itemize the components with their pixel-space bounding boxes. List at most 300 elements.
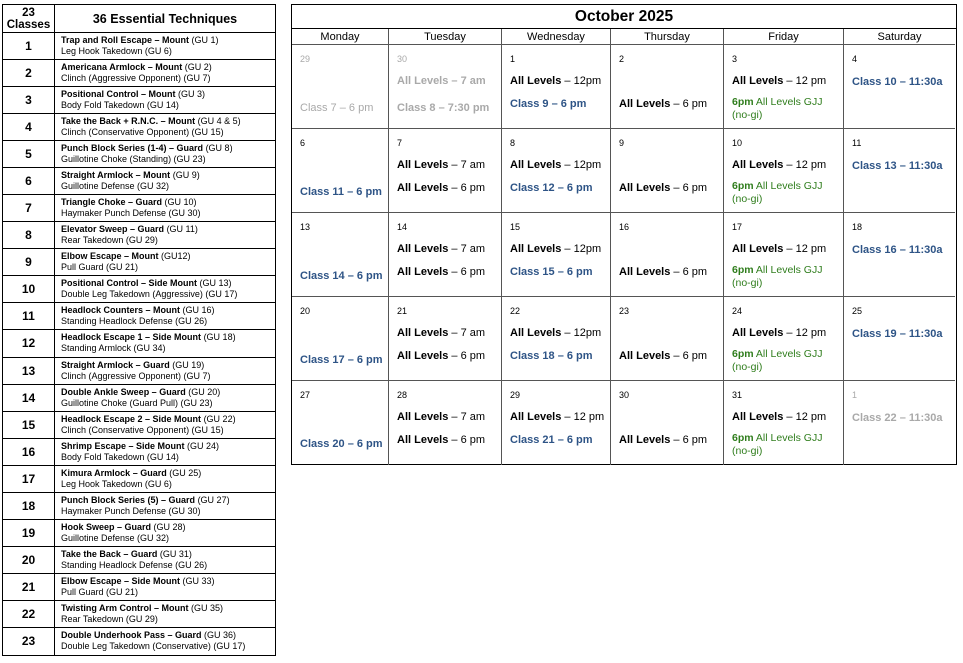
day-of-week-header: Thursday [611,29,724,45]
all-levels-event [510,411,604,423]
event-time: – 6 pm [448,182,486,194]
day-number: 11 [852,138,862,148]
calendar-day-cell [844,213,955,297]
event-time: – 12 pm [783,75,827,87]
calendar-day-cell [611,45,724,129]
class-event: Class 11 – 6 pm [300,186,382,198]
event-time: – 7 am [448,327,486,339]
technique-row [55,574,275,601]
technique-row [55,330,275,357]
day-number: 10 [732,138,743,148]
technique-number: 3 [3,87,55,114]
event-title: All Levels GJJ [753,96,823,108]
event-title: All Levels GJJ [753,264,823,276]
technique-number: 14 [3,385,55,412]
technique-number: 8 [3,222,55,249]
calendar-day-cell [502,129,611,213]
technique-gu-code: (GU 24) [187,440,220,451]
all-levels-event [510,75,601,87]
technique-gu-code: (GU 27) [197,494,230,505]
technique-sub-line: Haymaker Punch Defense (GU 30) [61,505,201,516]
technique-row [55,33,275,60]
class-event: Class 7 – 6 pm [300,102,374,114]
technique-row [55,303,275,330]
all-levels-event [619,266,707,278]
technique-row [55,276,275,303]
technique-sub-line: Body Fold Takedown (GU 14) [61,451,179,462]
day-number: 20 [300,306,311,316]
technique-row [55,439,275,466]
technique-main-line [61,387,275,398]
day-number: 14 [397,222,408,232]
event-time: – 6 pm [448,434,486,446]
class-event: Class 15 – 6 pm [510,266,593,278]
technique-row [55,520,275,547]
technique-name: Headlock Counters – Mount [61,305,181,316]
technique-gu-code: (GU 28) [153,521,186,532]
event-time: – 6 pm [448,266,486,278]
class-event: Class 19 – 11:30a [852,328,943,340]
calendar-day-cell [389,129,502,213]
technique-main-line [61,170,275,181]
day-number: 29 [510,390,521,400]
calendar-day-cell [292,213,389,297]
technique-main-line [61,522,275,533]
technique-sub-line: Clinch (Aggressive Opponent) (GU 7) [61,370,211,381]
technique-row [55,114,275,141]
technique-sub-line: Guillotine Choke (Standing) (GU 23) [61,154,206,165]
technique-gu-code: (GU 31) [159,548,192,559]
technique-gu-code: (GU 19) [172,359,205,370]
event-time: – 6 pm [670,182,708,194]
technique-sub-line: Standing Headlock Defense (GU 26) [61,559,208,570]
technique-name: Trap and Roll Escape – Mount [61,35,190,46]
technique-gu-code: (GU 10) [164,197,197,208]
calendar-day-cell [724,45,844,129]
technique-main-line [61,576,275,587]
technique-row [55,87,275,114]
class-event: Class 13 – 11:30a [852,160,943,172]
calendar-day-cell [502,297,611,381]
calendar-day-cell [389,45,502,129]
technique-row [55,547,275,574]
technique-name: Double Ankle Sweep – Guard [61,386,186,397]
technique-gu-code: (GU 35) [191,602,224,613]
technique-sub-line: Leg Hook Takedown (GU 6) [61,478,172,489]
all-levels-event [732,75,826,87]
technique-row [55,195,275,222]
technique-main-line [61,89,275,100]
technique-name: Straight Armlock – Guard [61,359,170,370]
classes-count-header: 23 Classes [3,5,55,33]
class-event: All Levels – 7 am [397,75,486,87]
technique-sub-line: Pull Guard (GU 21) [61,262,139,273]
event-title: All Levels [619,98,671,110]
technique-name: Triangle Choke – Guard [61,197,163,208]
all-levels-event [732,327,826,339]
day-number: 25 [852,306,863,316]
gjj-class-event [732,96,822,122]
all-levels-event [619,434,707,446]
gjj-class-event [732,348,822,374]
calendar-day-cell [611,297,724,381]
event-time: – 6 pm [670,350,708,362]
event-time: – 7 am [448,411,486,423]
technique-name: Take the Back – Guard [61,548,158,559]
event-note: (no-gi) [732,109,763,121]
technique-gu-code: (GU12) [161,251,191,262]
technique-number: 4 [3,114,55,141]
technique-name: Shrimp Escape – Side Mount [61,440,185,451]
day-number: 31 [732,390,743,400]
calendar-day-cell [389,213,502,297]
day-number: 23 [619,306,630,316]
technique-sub-line: Pull Guard (GU 21) [61,586,139,597]
technique-number: 12 [3,330,55,357]
technique-number: 5 [3,141,55,168]
technique-main-line [61,468,275,479]
gjj-class-event [732,180,822,206]
calendar-day-cell [844,129,955,213]
event-title: All Levels [397,327,449,339]
all-levels-event [510,243,601,255]
technique-sub-line: Guillotine Defense (GU 32) [61,532,170,543]
day-number: 27 [300,390,311,400]
techniques-table [2,4,276,656]
day-number: 16 [619,222,630,232]
event-title: All Levels [397,266,449,278]
day-number: 4 [852,54,858,64]
day-of-week-header: Monday [292,29,389,45]
calendar-day-cell [292,45,389,129]
event-title: All Levels [732,411,784,423]
calendar-day-cell [611,213,724,297]
technique-sub-line: Body Fold Takedown (GU 14) [61,100,179,111]
calendar-day-cell [844,381,955,465]
day-of-week-header: Friday [724,29,844,45]
technique-gu-code: (GU 18) [203,332,236,343]
technique-sub-line: Double Leg Takedown (Aggressive) (GU 17) [61,289,238,300]
event-time: – 12pm [561,243,602,255]
day-number: 18 [852,222,863,232]
day-of-week-header: Wednesday [502,29,611,45]
calendar-day-cell [502,45,611,129]
day-number: 15 [510,222,521,232]
event-title: All Levels [397,182,449,194]
technique-main-line [61,224,275,235]
technique-number: 1 [3,33,55,60]
technique-gu-code: (GU 33) [182,575,215,586]
class-event: Class 8 – 7:30 pm [397,102,490,114]
event-title: All Levels [619,266,671,278]
technique-number: 23 [3,628,55,655]
event-title: All Levels GJJ [753,180,823,192]
event-title: All Levels GJJ [753,348,823,360]
all-levels-event [732,159,826,171]
all-levels-event [397,434,485,446]
class-event: Class 22 – 11:30a [852,412,943,424]
technique-number: 11 [3,303,55,330]
event-title: All Levels GJJ [753,432,823,444]
technique-name: Elbow Escape – Mount [61,251,159,262]
technique-main-line [61,278,275,289]
event-time: 6pm [732,348,754,360]
all-levels-event [397,411,485,423]
calendar-day-cell [502,213,611,297]
technique-sub-line: Leg Hook Takedown (GU 6) [61,46,172,57]
event-title: All Levels [397,243,449,255]
technique-row [55,60,275,87]
event-title: All Levels [397,411,449,423]
day-number: 13 [300,222,311,232]
technique-sub-line: Haymaker Punch Defense (GU 30) [61,208,201,219]
all-levels-event [397,327,485,339]
all-levels-event [732,243,826,255]
technique-name: Positional Control – Mount [61,89,176,100]
calendar-grid [292,29,956,465]
all-levels-event [619,182,707,194]
technique-main-line [61,35,275,46]
technique-main-line [61,630,275,641]
class-event: Class 10 – 11:30a [852,76,943,88]
technique-gu-code: (GU 36) [204,630,237,641]
technique-main-line [61,495,275,506]
calendar-day-cell [389,297,502,381]
technique-main-line [61,603,275,614]
technique-gu-code: (GU 25) [169,467,202,478]
class-event: Class 20 – 6 pm [300,438,383,450]
technique-row [55,601,275,628]
calendar-day-cell [611,129,724,213]
event-time: 6pm [732,180,754,192]
all-levels-event [397,266,485,278]
technique-main-line [61,116,275,127]
technique-number: 20 [3,547,55,574]
class-event: Class 16 – 11:30a [852,244,943,256]
technique-name: Punch Block Series (1-4) – Guard [61,143,204,154]
class-event: Class 17 – 6 pm [300,354,383,366]
technique-row [55,141,275,168]
event-time: – 12 pm [561,411,605,423]
day-number: 1 [852,390,858,400]
technique-number: 22 [3,601,55,628]
technique-gu-code: (GU 20) [188,386,221,397]
event-time: 6pm [732,432,754,444]
technique-name: Twisting Arm Control – Mount [61,602,189,613]
event-time: – 12 pm [783,411,827,423]
event-time: 6pm [732,264,754,276]
event-title: All Levels [397,159,449,171]
technique-sub-line: Clinch (Conservative Opponent) (GU 15) [61,127,224,138]
event-title: All Levels [397,350,449,362]
technique-main-line [61,62,275,73]
all-levels-event [397,182,485,194]
calendar-day-cell [844,45,955,129]
event-time: – 12pm [561,159,602,171]
technique-row [55,493,275,520]
event-title: All Levels [510,411,562,423]
technique-sub-line: Double Leg Takedown (Conservative) (GU 17) [61,641,246,652]
day-of-week-header: Saturday [844,29,955,45]
event-title: All Levels [397,434,449,446]
technique-gu-code: (GU 11) [166,224,198,235]
day-number: 28 [397,390,408,400]
class-event: Class 18 – 6 pm [510,350,593,362]
event-time: – 7 am [448,243,486,255]
event-title: All Levels [510,75,562,87]
calendar-day-cell [292,297,389,381]
event-time: – 12pm [561,75,602,87]
day-number: 7 [397,138,403,148]
event-time: – 6 pm [670,98,708,110]
all-levels-event [397,159,485,171]
technique-gu-code: (GU 9) [172,170,200,181]
event-title: All Levels [732,75,784,87]
gjj-class-event [732,432,822,458]
technique-row [55,222,275,249]
technique-name: Double Underhook Pass – Guard [61,630,202,641]
technique-row [55,628,275,655]
technique-sub-line: Rear Takedown (GU 29) [61,613,158,624]
technique-gu-code: (GU 16) [182,305,215,316]
technique-name: Elbow Escape – Side Mount [61,575,181,586]
event-title: All Levels [510,327,562,339]
day-number: 24 [732,306,743,316]
technique-row [55,358,275,385]
day-number: 17 [732,222,743,232]
calendar [291,4,957,465]
technique-gu-code: (GU 13) [199,278,232,289]
technique-name: Take the Back + R.N.C. – Mount [61,116,196,127]
technique-number: 15 [3,412,55,439]
event-title: All Levels [732,243,784,255]
calendar-title: October 2025 [292,5,956,29]
day-number: 22 [510,306,521,316]
technique-number: 18 [3,493,55,520]
event-time: – 12 pm [783,327,827,339]
technique-number: 9 [3,249,55,276]
event-time: – 7 am [448,159,486,171]
day-number: 3 [732,54,738,64]
technique-number: 6 [3,168,55,195]
class-event: Class 21 – 6 pm [510,434,593,446]
calendar-day-cell [724,297,844,381]
technique-name: Positional Control – Side Mount [61,278,197,289]
day-number: 6 [300,138,306,148]
event-title: All Levels [619,350,671,362]
technique-name: Headlock Escape 2 – Side Mount [61,413,202,424]
technique-main-line [61,197,275,208]
technique-sub-line: Clinch (Conservative Opponent) (GU 15) [61,424,224,435]
calendar-day-cell [724,381,844,465]
technique-main-line [61,332,275,343]
class-event: Class 9 – 6 pm [510,98,587,110]
technique-sub-line: Clinch (Aggressive Opponent) (GU 7) [61,73,211,84]
day-number: 30 [619,390,630,400]
technique-name: Elevator Sweep – Guard [61,224,165,235]
technique-main-line [61,251,275,262]
calendar-day-cell [502,381,611,465]
technique-number: 13 [3,358,55,385]
event-title: All Levels [619,182,671,194]
calendar-day-cell [389,381,502,465]
calendar-day-cell [724,129,844,213]
technique-name: Straight Armlock – Mount [61,170,171,181]
calendar-day-cell [724,213,844,297]
event-title: All Levels [732,327,784,339]
event-time: – 12 pm [783,243,827,255]
calendar-day-cell [292,381,389,465]
technique-gu-code: (GU 2) [184,62,212,73]
event-note: (no-gi) [732,193,763,205]
event-time: – 12pm [561,327,602,339]
day-of-week-header: Tuesday [389,29,502,45]
technique-main-line [61,549,275,560]
calendar-day-cell [611,381,724,465]
technique-sub-line: Standing Armlock (GU 34) [61,343,166,354]
technique-main-line [61,360,275,371]
event-time: – 12 pm [783,159,827,171]
day-number: 30 [397,54,408,64]
technique-main-line [61,143,275,154]
technique-name: Kimura Armlock – Guard [61,467,167,478]
all-levels-event [397,350,485,362]
technique-main-line [61,441,275,452]
event-title: All Levels [732,159,784,171]
technique-row [55,412,275,439]
event-title: All Levels [510,159,562,171]
technique-gu-code: (GU 22) [203,413,236,424]
all-levels-event [397,243,485,255]
day-number: 21 [397,306,408,316]
event-note: (no-gi) [732,445,763,457]
technique-sub-line: Guillotine Choke (Guard Pull) (GU 23) [61,397,213,408]
technique-name: Headlock Escape 1 – Side Mount [61,332,202,343]
technique-sub-line: Standing Headlock Defense (GU 26) [61,316,208,327]
technique-number: 16 [3,439,55,466]
technique-name: Americana Armlock – Mount [61,62,183,73]
all-levels-event [510,327,601,339]
technique-row [55,168,275,195]
day-number: 29 [300,54,311,64]
technique-gu-code: (GU 3) [178,89,206,100]
day-number: 8 [510,138,516,148]
day-number: 1 [510,54,516,64]
calendar-day-cell [292,129,389,213]
event-time: – 6 pm [670,434,708,446]
event-note: (no-gi) [732,277,763,289]
event-time: – 6 pm [670,266,708,278]
technique-row [55,385,275,412]
day-number: 2 [619,54,625,64]
event-title: All Levels [510,243,562,255]
calendar-day-cell [844,297,955,381]
technique-main-line [61,305,275,316]
technique-number: 10 [3,276,55,303]
class-event: Class 14 – 6 pm [300,270,383,282]
technique-row [55,249,275,276]
event-title: All Levels [619,434,671,446]
technique-name: Hook Sweep – Guard [61,521,152,532]
technique-sub-line: Guillotine Defense (GU 32) [61,181,170,192]
gjj-class-event [732,264,822,290]
technique-number: 17 [3,466,55,493]
technique-number: 19 [3,520,55,547]
event-note: (no-gi) [732,361,763,373]
technique-name: Punch Block Series (5) – Guard [61,494,196,505]
day-number: 9 [619,138,625,148]
technique-sub-line: Rear Takedown (GU 29) [61,235,158,246]
